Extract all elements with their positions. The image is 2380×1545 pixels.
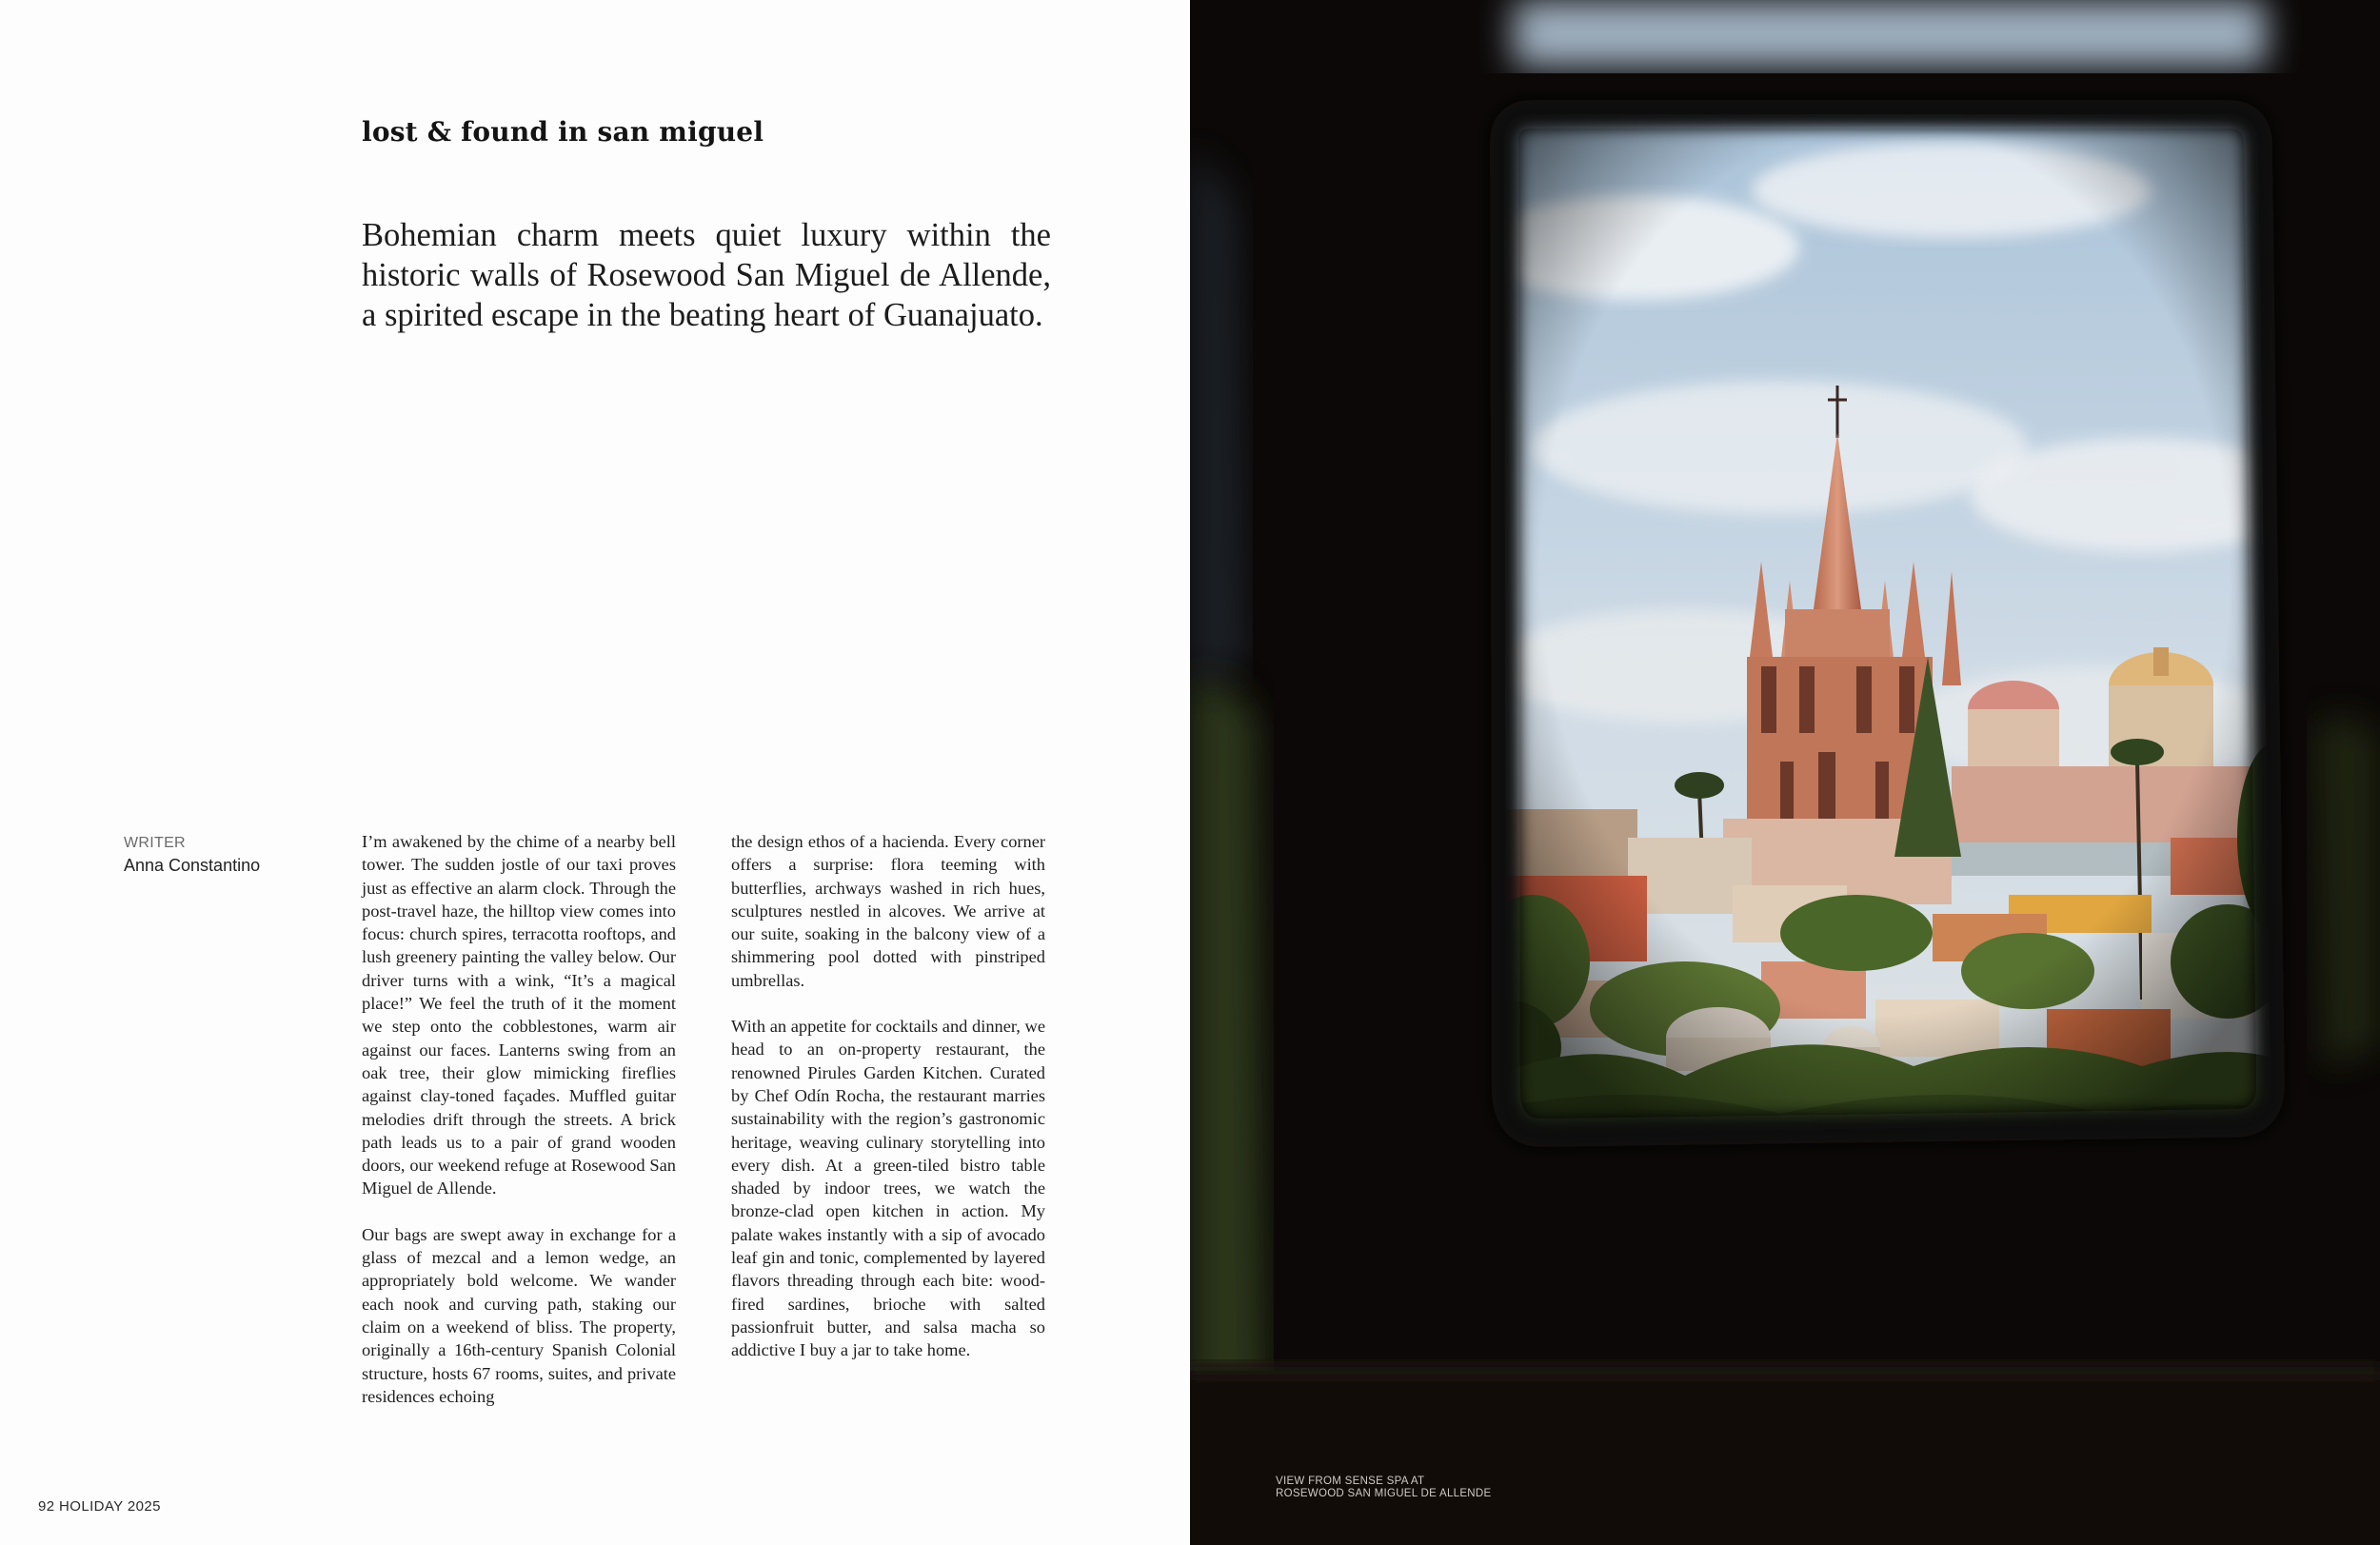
photo-caption [1276, 1476, 1491, 1500]
standfirst: Bohemian charm meets quiet luxury within the historic walls of Rosewood San Miguel de Allende, a spirited escape in the beating heart of Guanajuato. [362, 217, 1051, 333]
paragraph: Our bags are swept away in exchange for a glass of mezcal and a lemon wedge, an appropriately bold welcome. We wander each nook and curving path, staking our claim on a weekend of bliss. The property, originally a 16th-century Spanish Colonial structure, hosts 67 rooms, suites, and private residences echoing [362, 1224, 676, 1406]
credit-role: WRITER [124, 835, 186, 851]
paragraph: With an appetite for cocktails and dinner, we head to an on-property restaurant, the renowned Pirules Garden Kitchen. Curated by Chef Odín Rocha, the restaurant marries sustainability with the region’s gastronomic heritage, weaving culinary storytelling into every dish. At a green-tiled bistro table shaded by indoor trees, we watch the bronze-clad open kitchen in action. My palate wakes instantly with a sip of avocado leaf gin and tonic, complemented by layered flavors threading through each bite: wood-fired sardines, brioche with salted passionfruit butter, and salsa macha so addictive I buy a jar to take home. [731, 1017, 1045, 1360]
body-column-2 [731, 830, 1045, 1385]
section-title: lost & found in san miguel [362, 116, 764, 148]
folio: 92 HOLIDAY 2025 [38, 1498, 161, 1515]
body-column-1 [362, 830, 676, 1431]
window-view-photo [1190, 0, 2380, 1545]
caption-line-1: VIEW FROM SENSE SPA AT [1276, 1476, 1425, 1487]
caption-line-2: ROSEWOOD SAN MIGUEL DE ALLENDE [1276, 1488, 1492, 1499]
paragraph: the design ethos of a hacienda. Every corner offers a surprise: flora teeming with butterflies, archways washed in rich hues, sculptures nestled in alcoves. We arrive at our suite, soaking in the balcony view of a shimmering pool dotted with pinstriped umbrellas. [731, 832, 1045, 990]
credit-name: Anna Constantino [124, 856, 261, 875]
paragraph: I’m awakened by the chime of a nearby bell tower. The sudden jostle of our taxi proves just as effective an alarm clock. Through the post-travel haze, the hilltop view comes into focus: church spires, terracotta rooftops, and lush greenery painting the valley below. Our driver turns with a wink, “It’s a magical place!” We feel the truth of it the moment we step onto the cobblestones, warm air against our faces. Lanterns swing from an oak tree, their glow mimicking fireflies against clay-toned façades. Muffled guitar melodies drift through the streets. A brick path leads us to a pair of grand wooden doors, our weekend refuge at Rosewood San Miguel de Allende. [362, 832, 676, 1198]
right-page [1190, 0, 2380, 1545]
